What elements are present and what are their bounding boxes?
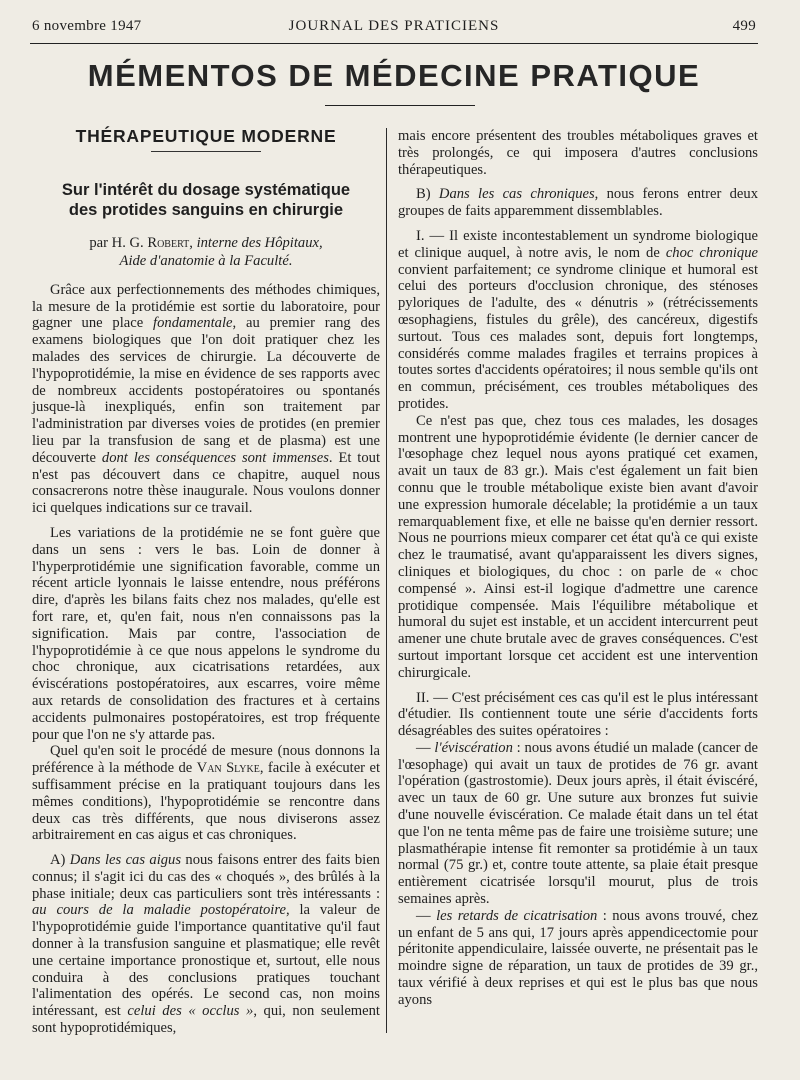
page-number: 499 <box>732 18 756 34</box>
paragraph: I. — Il existe incontestablement un syndrome biologique et clinique auquel, à notre avis, le nom de choc chronique convient parfaitement; ce syndrome clinique et humoral est celui des porteurs d'occlusion chronique, des sténoses pyloriques de l'adulte, des « dénutris » (rétrécissements œsophagiens, fistules du grêle), des cancéreux, digestifs surtout. Tous ces malades sont, depuis fort longtemps, considérés comme malades fragiles et terrains propices à toutes sortes d'accidents opératoires; il nous semble qu'ils ont en commun, précisément, ces troubles métaboliques des protides. <box>398 227 758 412</box>
author-name: Robert <box>147 234 190 251</box>
byline-separator: , <box>189 234 197 251</box>
paragraph: Ce n'est pas que, chez tous ces malades, les dosages montrent une hypoprotidémie évidente (le dernier cancer de l'œsophage chez lequel nous ayons pratiqué cet examen, avait un taux de 83 gr.). Mais c'est également un fait bien connu que le trouble métabolique existe bien avant d'avoir une expression humorale décelable; la protidémie a un taux remarquablement fixe, et elle ne baisse qu'en dernier ressort. Nous ne pourrions mieux comparer cet état qu'à ce qui existe chez le traumatisé, avant qu'apparaissent les divers signes, cliniques et biologiques, du choc : on parle de « choc compensé ». Ainsi est-il logique d'admettre une carence protidique compensée. Mais l'équilibre métabolique et humoral du sujet est instable, et un accident intercurrent peut amener une chute brutale avec de graves conséquences. C'est surtout important lorsque cet accident est une intervention chirurgicale. <box>398 412 758 681</box>
journal-name: JOURNAL DES PRATICIENS <box>288 18 500 34</box>
left-column <box>32 124 380 1037</box>
article-title-line-1: Sur l'intérêt du dosage systématique <box>61 180 351 199</box>
paragraph: Grâce aux perfectionnements des méthodes chimiques, la mesure de la protidémie est sortie du laboratoire, pour gagner une place fondamentale, au premier rang des examens biologiques que l'on doit pratiquer chez les malades des services de chirurgie. La découverte de l'hypoprotidémie, la mise en évidence de ses rapports avec de nombreux accidents postopératoires ou spontanés jusque-là inexpliqués, enfin son traitement par l'administration par diverses voies de protides (en premier lieu par la transfusion de sang et de plasma) est une découverte dont les conséquences sont immenses. Et tout n'est pas découvert dans ce chapitre, auquel nous consacrerons notre thèse inaugurale. Nous voulons donner ici quelques indications sur ce travail. <box>32 281 380 517</box>
issue-date: 6 novembre 1947 <box>32 18 142 34</box>
paragraph: — l'éviscération : nous avons étudié un malade (cancer de l'œsophage) qui avait un taux de protides de 76 gr. avant l'opération (gastrostomie). Deux jours après, il était éviscéré, avec un taux de 60 gr. Une suture aux bronzes fut suivie d'une nouvelle éviscération. Ce malade était dans un tel état que l'on ne tenta même pas de faire une troisième suture; une plasmathérapie intense fit remonter sa protidémie à un taux normal (75 gr.) et, contre toute attente, sa plaie était presque entièrement cicatrisée lorsqu'il mourut, plus de trois semaines après. <box>398 739 758 908</box>
header-rule <box>30 43 758 44</box>
author-role-1: interne des Hôpitaux, <box>196 234 323 251</box>
paragraph: Quel qu'en soit le procédé de mesure (nous donnons la préférence à la méthode de Van Slyke, facile à exécuter et suffisamment précise en la pratiquant toujours dans les mêmes conditions), l'hypoprotidémie se rencontre dans deux cas très différents, que nous diviserons assez arbitrairement en cas aigus et cas chroniques. <box>32 743 380 844</box>
paragraph: mais encore présentent des troubles métaboliques graves et très prolongés, ce qui imposera d'autres conclusions thérapeutiques. <box>398 128 758 178</box>
byline <box>32 234 380 270</box>
byline-prefix: par H. G. <box>89 234 148 251</box>
title-rule <box>325 105 475 106</box>
article-title <box>32 180 380 220</box>
paragraph: Les variations de la protidémie ne se font guère que dans un sens : vers le bas. Loin de donner à l'hyperprotidémie une signification favorable, comme un récent article lyonnais le laisse entendre, nous préférons dire, d'après les bilans faits chez nos malades, qu'elle est fort rare, et, qu'en fait, nous n'en connaissons pas la signification. Mais par contre, l'association de l'hypoprotidémie à ce que nous appelons le syndrome du choc chronique, aux cicatrisations retardées, aux éviscérations postopératoires, aux escarres, voire même aux retards de consolidation des fractures et à certains accidents pulmonaires postopératoires, est trop fréquente pour que l'on ne s'y attarde pas. <box>32 524 380 743</box>
section-title: THÉRAPEUTIQUE MODERNE <box>75 126 337 146</box>
paragraph: A) Dans les cas aigus nous faisons entrer des faits bien connus; il s'agit ici du cas des « choqués », des brûlés à la phase initiale; deux cas particuliers sont très intéressants : au cours de la maladie postopératoire, la valeur de l'hypoprotidémie guide l'importance quantitative qu'il faut donner à la transfusion sanguine et plasmatique; elle revêt une certaine importance pronostique et, surtout, elle nous conduira à des conclusions pratiques touchant l'alimentation des opérés. Le second cas, non moins intéressant, est celui des « occlus », qui, non seulement sont hypoprotidémiques, <box>32 852 380 1037</box>
running-header <box>32 18 756 40</box>
right-column <box>398 128 758 1009</box>
paragraph: II. — C'est précisément ces cas qu'il est le plus intéressant d'étudier. Ils contiennent toute une série d'accidents forts désagréables des suites opératoires : <box>398 689 758 740</box>
paragraph: B) Dans les cas chroniques, nous ferons entrer deux groupes de faits apparemment dissemblables. <box>398 186 758 220</box>
column-divider <box>386 128 387 1033</box>
article-title-line-2: des protides sanguins en chirurgie <box>68 200 344 219</box>
main-title: MÉMENTOS DE MÉDECINE PRATIQUE <box>87 58 701 93</box>
section-rule <box>151 151 261 152</box>
paragraph: — les retards de cicatrisation : nous avons trouvé, chez un enfant de 5 ans qui, 17 jours après appendicectomie pour péritonite appendiculaire, laissée ouverte, ne présentait pas le moindre signe de réparation, un taux de protides de 39 gr., taux vérifié à deux reprises et qui est le plus bas que nous ayons <box>398 907 758 1008</box>
author-role-2: Aide d'anatomie à la Faculté. <box>119 252 293 269</box>
